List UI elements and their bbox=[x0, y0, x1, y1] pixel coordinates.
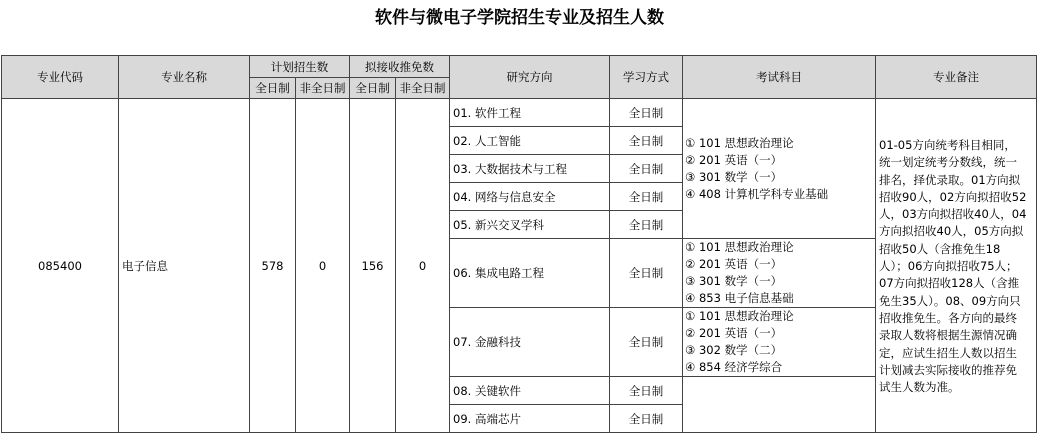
plan-full-count: 578 bbox=[250, 99, 296, 433]
direction-label: 01. 软件工程 bbox=[450, 99, 610, 127]
remark-line: 人）；06方向拟招收75人； bbox=[879, 259, 1018, 274]
remark-line: 07方向拟招收128人（含推 bbox=[879, 276, 1020, 291]
header-plan: 计划招生数 bbox=[250, 56, 350, 78]
remark-line: 招收50人（含推免生18 bbox=[879, 241, 1001, 256]
header-recommend: 拟接收推免数 bbox=[350, 56, 450, 78]
direction-label: 02. 人工智能 bbox=[450, 127, 610, 155]
direction-mode: 全日制 bbox=[610, 239, 683, 308]
header-exam: 考试科目 bbox=[683, 56, 876, 99]
program-code: 085400 bbox=[2, 99, 119, 433]
exam-subject: ② 201 英语（一） bbox=[685, 257, 783, 271]
direction-label: 08. 关键软件 bbox=[450, 377, 610, 405]
direction-mode: 全日制 bbox=[610, 127, 683, 155]
rec-full-count: 156 bbox=[350, 99, 396, 433]
direction-label: 07. 金融科技 bbox=[450, 308, 610, 377]
direction-mode: 全日制 bbox=[610, 211, 683, 239]
exam-subjects-group-3 bbox=[683, 308, 876, 377]
header-mode: 学习方式 bbox=[610, 56, 683, 99]
direction-label: 03. 大数据技术与工程 bbox=[450, 155, 610, 183]
remark-line: 定，应试生招生人数以招生 bbox=[879, 345, 1017, 360]
rec-part-count: 0 bbox=[396, 99, 450, 433]
header-name: 专业名称 bbox=[119, 56, 250, 99]
remark-line: 人，03方向拟招收40人，04 bbox=[879, 207, 1027, 222]
exam-subject: ② 201 英语（一） bbox=[685, 326, 783, 340]
exam-subject: ① 101 思想政治理论 bbox=[685, 240, 794, 254]
direction-mode: 全日制 bbox=[610, 308, 683, 377]
exam-subject: ① 101 思想政治理论 bbox=[685, 309, 794, 323]
header-remark: 专业备注 bbox=[876, 56, 1037, 99]
exam-subjects-group-1 bbox=[683, 99, 876, 239]
exam-subject: ③ 302 数学（二） bbox=[685, 343, 783, 357]
remark-line: 试生人数为准。 bbox=[879, 380, 960, 395]
header-rec-part: 非全日制 bbox=[396, 78, 450, 99]
header-rec-full: 全日制 bbox=[350, 78, 396, 99]
remark-line: 方向拟招收40人，05方向拟 bbox=[879, 224, 1024, 239]
exam-subject: ④ 853 电子信息基础 bbox=[685, 291, 794, 305]
plan-part-count: 0 bbox=[296, 99, 350, 433]
direction-label: 04. 网络与信息安全 bbox=[450, 183, 610, 211]
program-name: 电子信息 bbox=[119, 99, 250, 433]
admissions-table bbox=[1, 55, 1037, 433]
exam-subjects-group-2 bbox=[683, 239, 876, 308]
exam-subject: ③ 301 数学（一） bbox=[685, 274, 783, 288]
exam-subjects-empty bbox=[683, 377, 876, 433]
exam-subject: ④ 408 计算机学科专业基础 bbox=[685, 186, 829, 201]
remark-line: 免生35人）。08、09方向只 bbox=[879, 293, 1021, 308]
remark-line: 排名，择优录取。01方向拟 bbox=[879, 172, 1021, 187]
header-code: 专业代码 bbox=[2, 56, 119, 99]
header-plan-part: 非全日制 bbox=[296, 78, 350, 99]
direction-label: 09. 高端芯片 bbox=[450, 405, 610, 433]
header-plan-full: 全日制 bbox=[250, 78, 296, 99]
exam-subject: ① 101 思想政治理论 bbox=[685, 135, 794, 150]
table-row bbox=[2, 99, 1037, 127]
exam-subject: ③ 301 数学（一） bbox=[685, 169, 783, 184]
remark-line: 统一划定统考分数线，统一 bbox=[879, 155, 1017, 170]
direction-mode: 全日制 bbox=[610, 99, 683, 127]
direction-mode: 全日制 bbox=[610, 377, 683, 405]
remark-line: 招收推免生。各方向的最终 bbox=[879, 310, 1017, 325]
page-title: 软件与微电子学院招生专业及招生人数 bbox=[375, 8, 664, 28]
program-remark bbox=[876, 99, 1037, 433]
header-direction: 研究方向 bbox=[450, 56, 610, 99]
remark-line: 录取人数将根据生源情况确 bbox=[879, 328, 1017, 343]
exam-subject: ④ 854 经济学综合 bbox=[685, 360, 783, 374]
direction-mode: 全日制 bbox=[610, 405, 683, 433]
remark-line: 01-05方向统考科目相同， bbox=[879, 138, 1016, 152]
remark-line: 计划减去实际接收的推荐免 bbox=[879, 362, 1017, 377]
direction-label: 05. 新兴交叉学科 bbox=[450, 211, 610, 239]
direction-mode: 全日制 bbox=[610, 183, 683, 211]
exam-subject: ② 201 英语（一） bbox=[685, 152, 783, 167]
direction-mode: 全日制 bbox=[610, 155, 683, 183]
remark-line: 招收90人，02方向拟招收52 bbox=[879, 189, 1027, 204]
direction-label: 06. 集成电路工程 bbox=[450, 239, 610, 308]
